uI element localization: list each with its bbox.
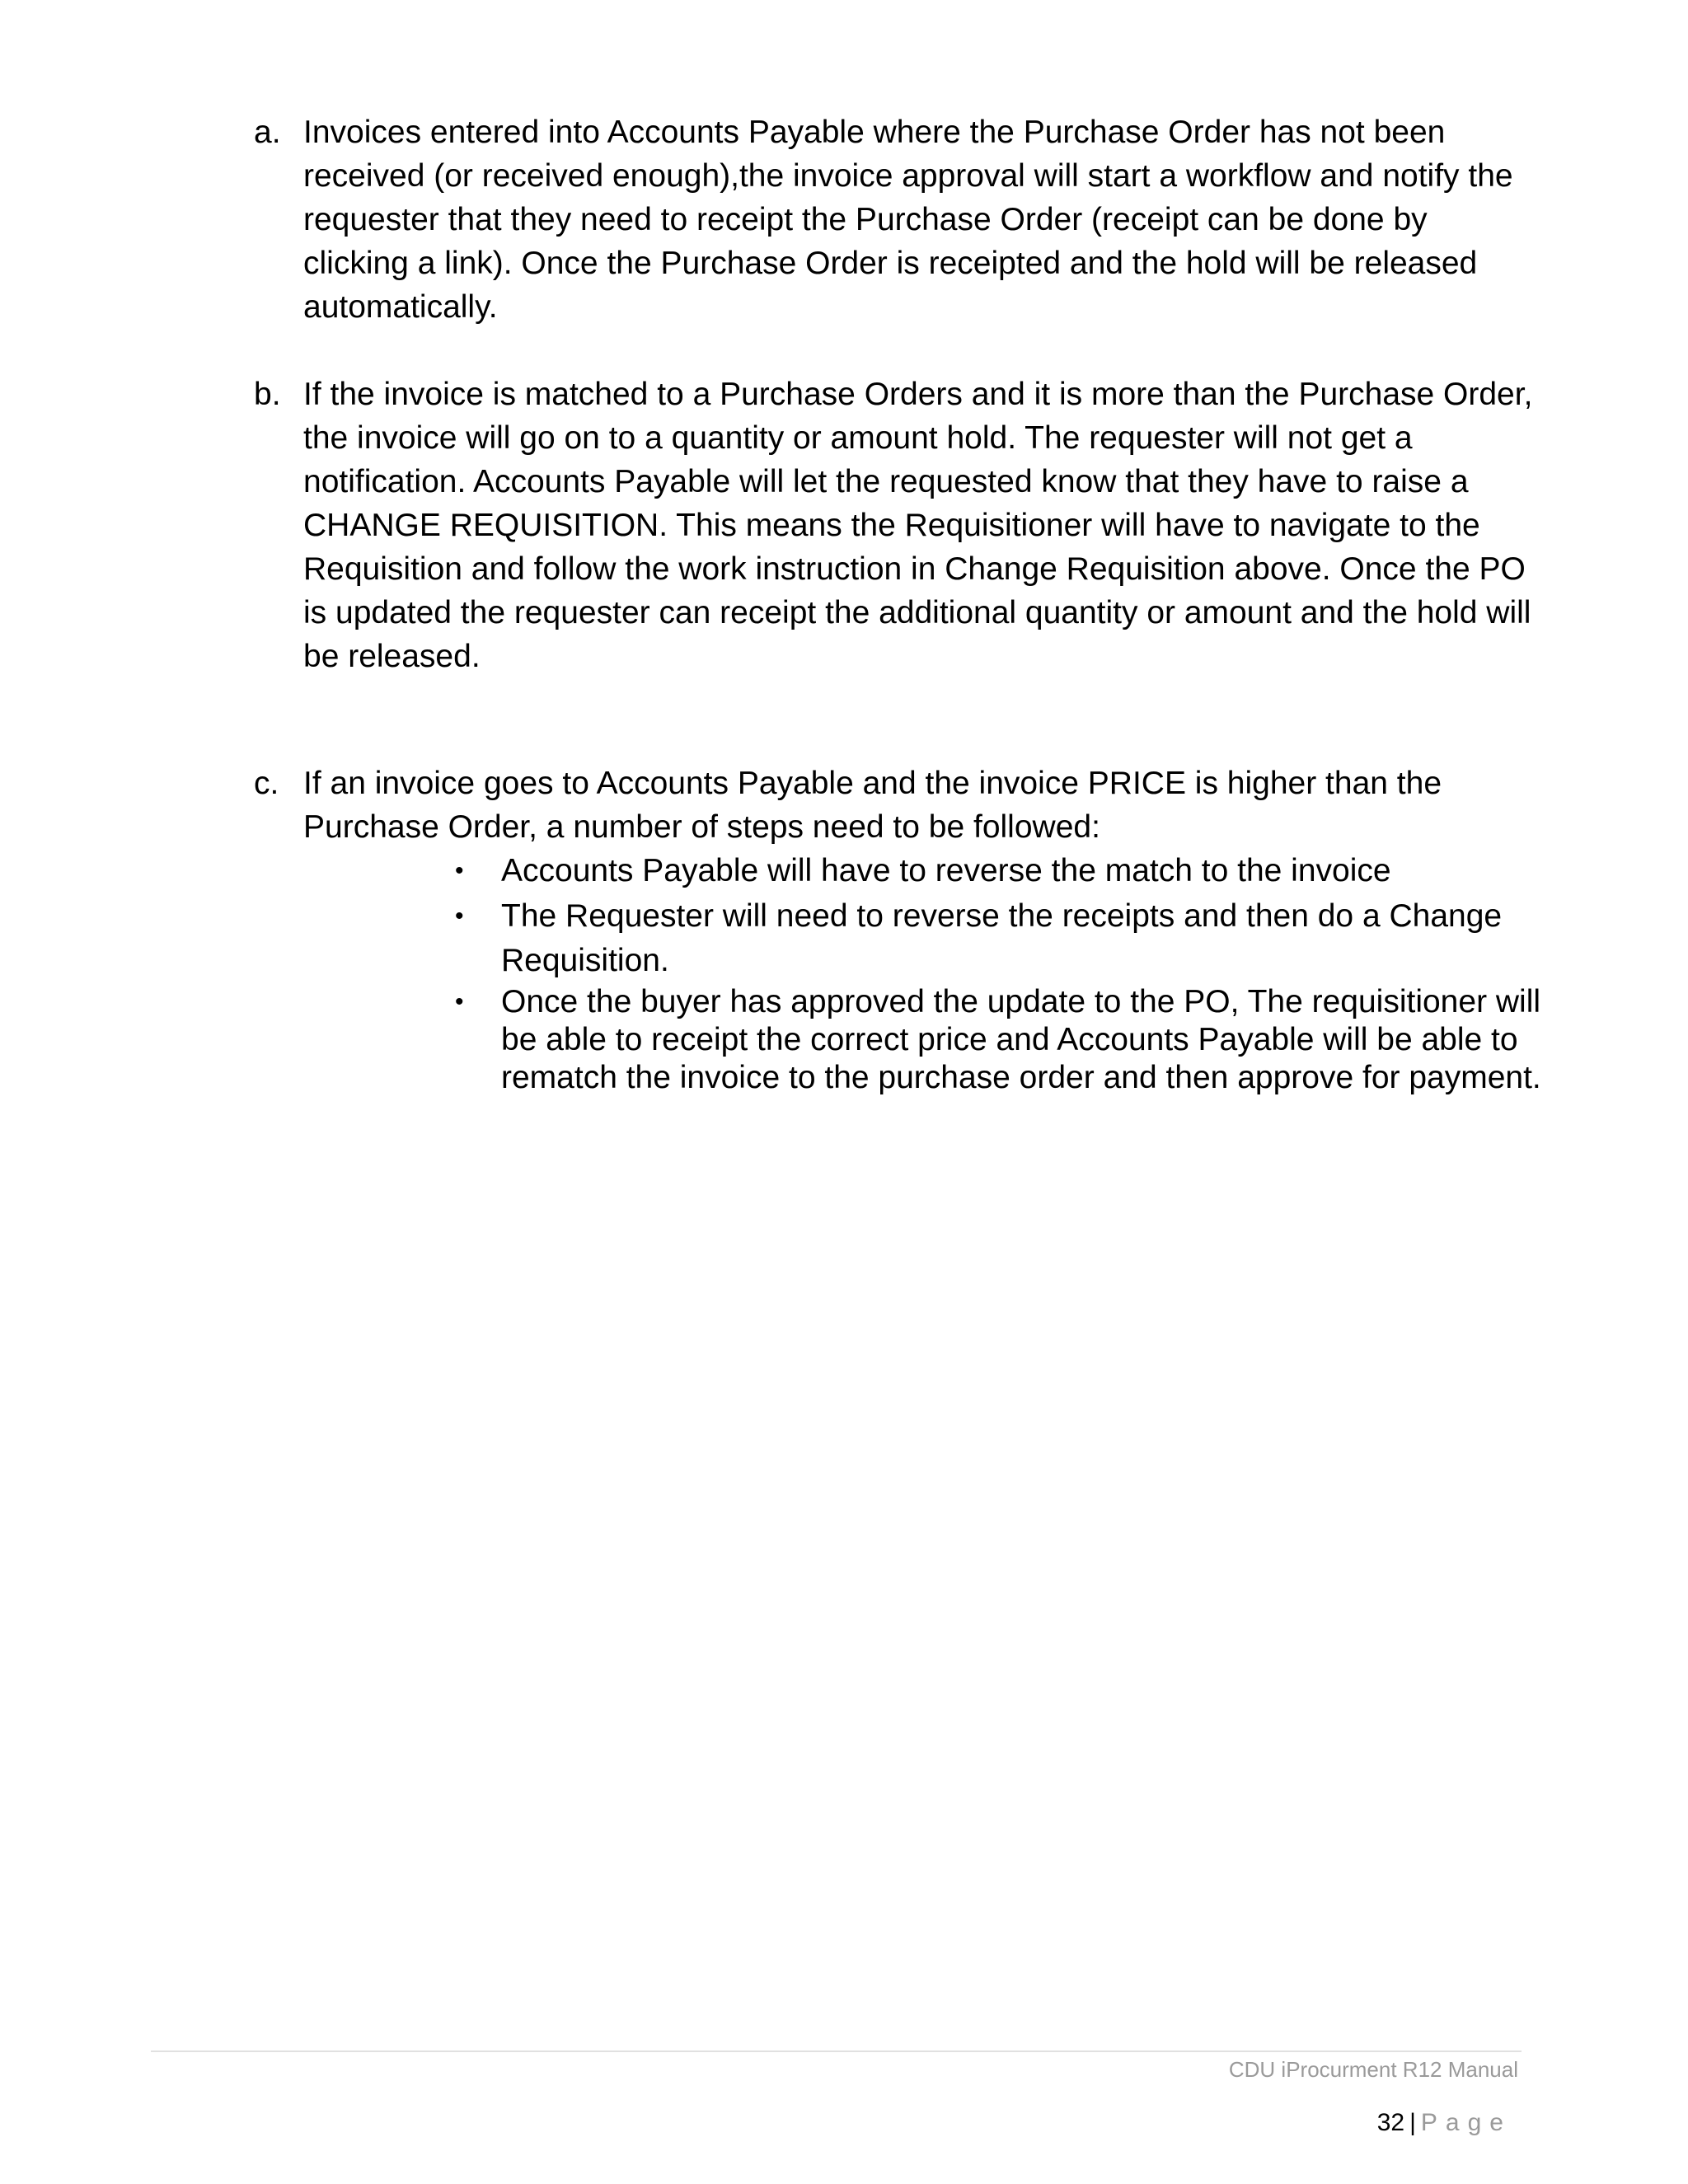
list-item-b-body — [303, 373, 1540, 678]
footer-divider — [151, 2050, 1522, 2052]
footer-manual-title: CDU iProcurment R12 Manual — [1228, 2057, 1518, 2082]
list-item-c-body — [303, 762, 1540, 849]
list-item-c — [254, 762, 1540, 849]
page-number: 32 — [1376, 2109, 1405, 2136]
bullet-dot-icon: • — [455, 857, 464, 884]
bullet-item — [445, 894, 1541, 983]
page-separator: | — [1409, 2109, 1416, 2136]
bullet-item — [445, 848, 1541, 894]
list-marker-b: b. — [254, 377, 281, 412]
steps-bullet-list — [445, 848, 1541, 1097]
list-marker-c: c. — [254, 766, 279, 801]
list-item-b — [254, 373, 1540, 678]
list-item-a-body — [303, 110, 1540, 329]
list-item-a-text: Invoices entered into Accounts Payable where the Purchase Order has not been received (or received enough),the invoice approval will start a workflow and notify the requester that they need to receipt the Purchase Order (receipt can be done by clicking a link). Once the Purchase Order is receipted and the hold will be released automatically. — [303, 115, 1513, 325]
bullet-text: The Requester will need to reverse the receipts and then do a Change Requisition. — [501, 898, 1503, 978]
list-item-c-text: If an invoice goes to Accounts Payable and the invoice PRICE is higher than the Purchase Order, a number of steps need to be followed: — [303, 766, 1442, 845]
bullet-text: Once the buyer has approved the update to the PO, The requisitioner will be able to receipt the correct price and Accounts Payable will be able to rematch the invoice to the purchase order and then approve for payment. — [501, 984, 1541, 1095]
footer-page-number — [1377, 2108, 1512, 2138]
bullet-item — [445, 983, 1541, 1097]
bullet-dot-icon: • — [455, 988, 464, 1015]
bullet-text: Accounts Payable will have to reverse the match to the invoice — [501, 853, 1391, 888]
list-marker-a: a. — [254, 115, 281, 150]
list-item-a — [254, 110, 1540, 329]
list-item-b-text: If the invoice is matched to a Purchase Orders and it is more than the Purchase Order, the invoice will go on to a quantity or amount hold. The requester will not get a notification. Accounts Payable will let the requested know that they have to raise a CHANGE REQUISITION. This means the Requisitioner will have to navigate to the Requisition and follow the work instruction in Change Requisition above. Once the PO is updated the requester can receipt the additional quantity or amount and the hold will be released. — [303, 377, 1533, 674]
bullet-dot-icon: • — [455, 902, 464, 930]
page-word: Page — [1420, 2109, 1512, 2136]
